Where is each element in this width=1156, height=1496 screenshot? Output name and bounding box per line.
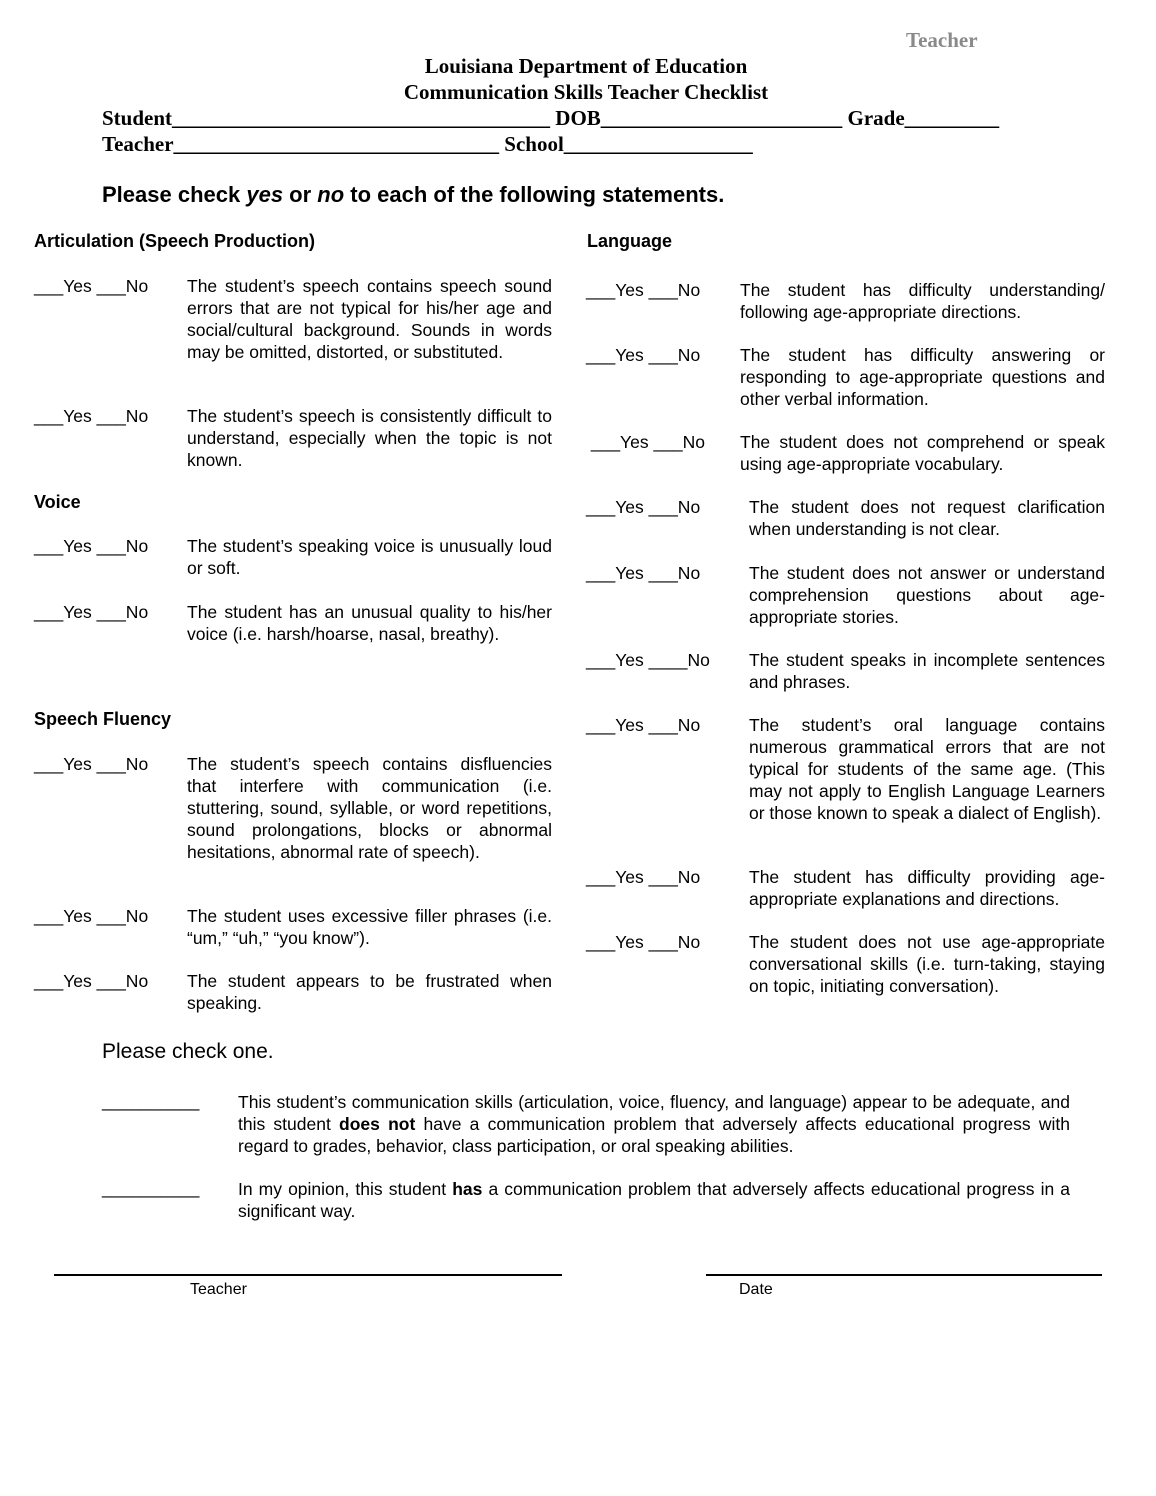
teacher-info-row[interactable]: Teacher_______________________________ School__________________ (102, 132, 753, 156)
option2-pre: In my opinion, this student (238, 1179, 453, 1199)
language-heading: Language (587, 231, 673, 251)
statement-text: The student uses excessive filler phrases (i.e. “um,” “uh,” “you know”). (187, 906, 552, 948)
yes-no-checkbox[interactable]: ___Yes ___No (34, 906, 149, 926)
voice-heading: Voice (34, 492, 81, 512)
yes-no-checkbox[interactable]: ___Yes ___No (34, 406, 149, 426)
option-adequate-text (238, 1091, 1070, 1157)
statement-text: The student has an unusual quality to his/her voice (i.e. harsh/hoarse, nasal, breathy). (187, 602, 552, 644)
option2-post: a communication problem that adversely affects educational progress in a significant way. (238, 1179, 1071, 1221)
fluency-heading: Speech Fluency (34, 709, 172, 729)
instr-yes: yes (246, 182, 284, 207)
option1-bold: does not (339, 1114, 416, 1134)
option1-pre: This student’s communication skills (articulation, voice, fluency, and language) appear to be adequate, and this student (238, 1092, 1070, 1134)
statement-text: The student’s speech contains speech sound errors that are not typical for his/her age and social/cultural background. Sounds in words may be omitted, distorted, or substituted. (187, 276, 552, 362)
yes-no-checkbox[interactable]: ___Yes ___No (34, 536, 149, 556)
yes-no-checkbox[interactable]: ___Yes ___No (34, 276, 149, 296)
yes-no-checkbox[interactable]: ___Yes ___No (586, 715, 701, 735)
yes-no-checkbox[interactable]: ___Yes ___No (586, 867, 701, 887)
corner-label: Teacher (906, 28, 978, 52)
instr-pre: Please check (102, 182, 247, 207)
statement-text: The student has difficulty understanding/ following age-appropriate directions. (740, 280, 1105, 322)
yes-no-checkbox[interactable]: ___Yes ___No (586, 432, 706, 452)
statement-text: The student does not request clarification when understanding is not clear. (749, 497, 1105, 539)
yes-no-checkbox[interactable]: ___Yes ___No (586, 932, 701, 952)
yes-no-checkbox[interactable]: ___Yes ___No (586, 345, 701, 365)
option-problem-text (238, 1178, 1070, 1222)
instructions (102, 182, 724, 208)
yes-no-checkbox[interactable]: ___Yes ___No (586, 563, 701, 583)
option-blank[interactable]: __________ (102, 1178, 200, 1198)
instr-post: to each of the following statements. (344, 182, 725, 207)
statement-text: The student has difficulty providing age-appropriate explanations and directions. (749, 867, 1105, 909)
articulation-heading: Articulation (Speech Production) (34, 231, 316, 251)
teacher-signature-label: Teacher (190, 1281, 247, 1298)
option2-bold: has (452, 1179, 483, 1199)
form-title: Louisiana Department of Education (424, 54, 748, 78)
option1-post: have a communication problem that adversely affects educational progress with regard to grades, behavior, class participation, or oral speaking abilities. (238, 1114, 1070, 1156)
date-signature-line[interactable] (706, 1274, 1102, 1276)
statement-text: The student speaks in incomplete sentences and phrases. (749, 650, 1105, 692)
statement-text: The student appears to be frustrated when speaking. (187, 971, 552, 1013)
statement-text: The student does not use age-appropriate conversational skills (i.e. turn-taking, staying on topic, initiating conversation). (749, 932, 1105, 996)
instr-no: no (317, 182, 345, 207)
option-blank[interactable]: __________ (102, 1091, 200, 1111)
statement-text: The student does not comprehend or speak using age-appropriate vocabulary. (740, 432, 1105, 474)
teacher-signature-line[interactable] (54, 1274, 562, 1276)
yes-no-checkbox[interactable]: ___Yes ___No (586, 497, 701, 517)
instr-or: or (283, 182, 318, 207)
yes-no-checkbox[interactable]: ___Yes ___No (34, 754, 149, 774)
student-info-row[interactable]: Student____________________________________ DOB_______________________ Grade_________ (102, 106, 1000, 130)
statement-text: The student’s speaking voice is unusually loud or soft. (187, 536, 552, 578)
statement-text: The student’s speech contains disfluencies that interfere with communication (i.e. stuttering, sound, syllable, or word repetitions, sound prolongations, blocks or abnormal hesitations, abnormal rate of speech). (187, 754, 552, 862)
yes-no-checkbox[interactable]: ___Yes ____No (586, 650, 710, 670)
yes-no-checkbox[interactable]: ___Yes ___No (34, 971, 149, 991)
statement-text: The student’s speech is consistently difficult to understand, especially when the topic is not known. (187, 406, 552, 470)
statement-text: The student does not answer or understand comprehension questions about age-appropriate stories. (749, 563, 1105, 627)
statement-text: The student has difficulty answering or responding to age-appropriate questions and other verbal information. (740, 345, 1105, 409)
form-subtitle: Communication Skills Teacher Checklist (403, 80, 769, 104)
statement-text: The student’s oral language contains numerous grammatical errors that are not typical for students of the same age. (This may not apply to English Language Learners or those known to speak a dialect of English). (749, 715, 1105, 823)
check-one-title: Please check one. (102, 1040, 274, 1063)
yes-no-checkbox[interactable]: ___Yes ___No (34, 602, 149, 622)
yes-no-checkbox[interactable]: ___Yes ___No (586, 280, 701, 300)
date-signature-label: Date (739, 1281, 773, 1298)
